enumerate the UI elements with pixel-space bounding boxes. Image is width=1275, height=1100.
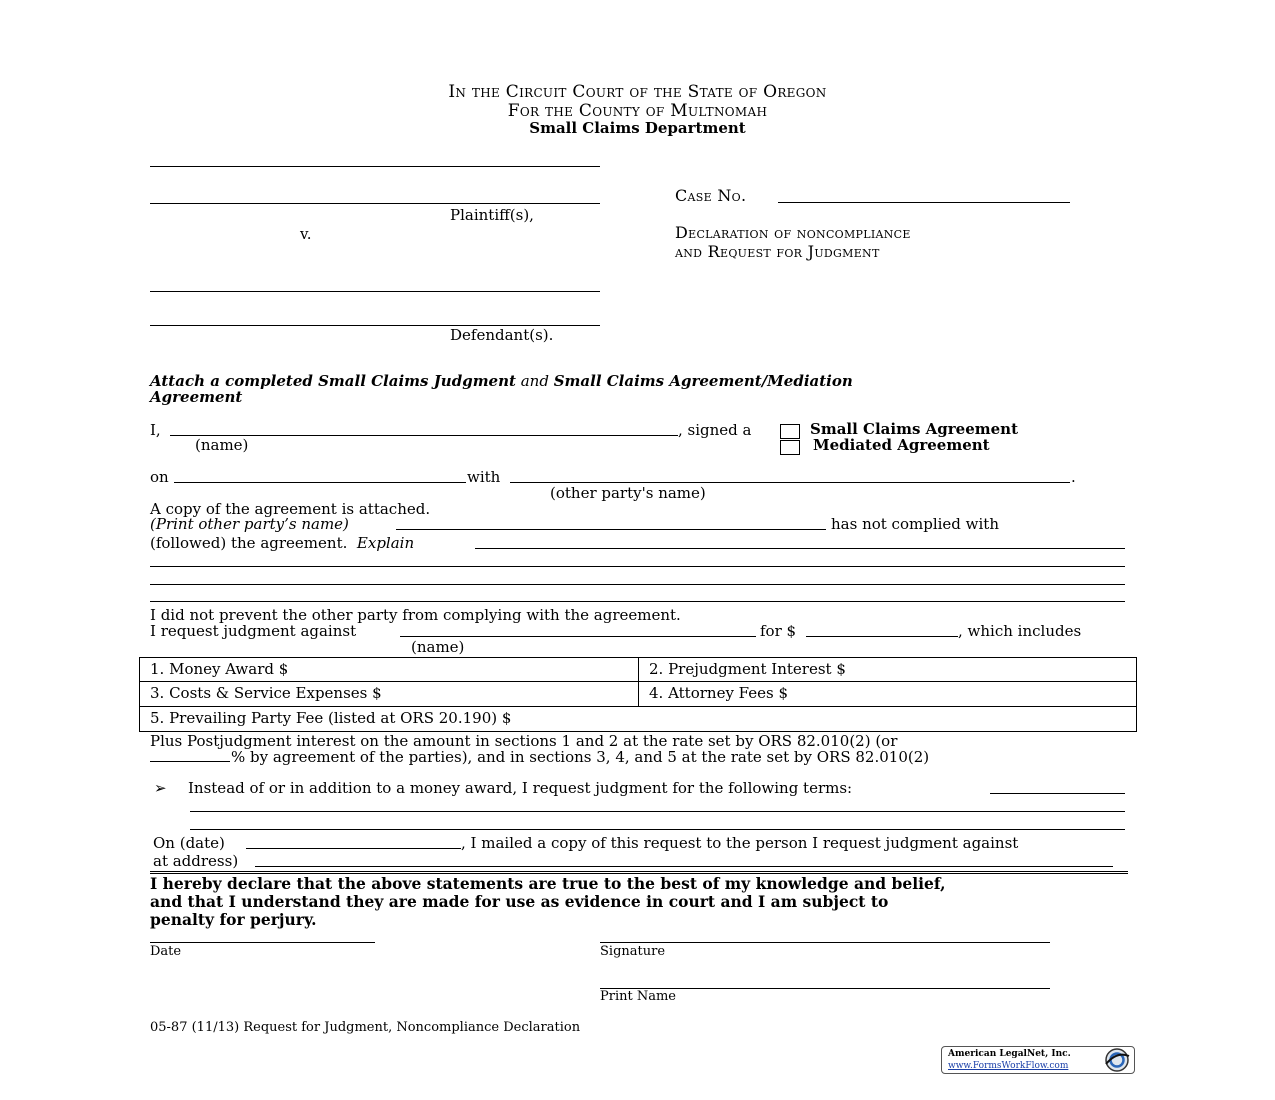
agreement-date-field[interactable]	[174, 482, 466, 483]
other-party-caption: (other party's name)	[550, 484, 706, 502]
not-complied-label: has not complied with	[831, 515, 999, 533]
agreed-rate-field[interactable]	[150, 761, 230, 762]
costs-label: 3. Costs & Service Expenses $	[150, 684, 382, 702]
logo-url: www.FormsWorkFlow.com	[948, 1061, 1069, 1071]
attach-instruction-line1	[150, 372, 853, 390]
globe-icon	[1102, 1047, 1132, 1073]
small-claims-agreement-checkbox[interactable]	[780, 424, 800, 439]
mediated-agreement-checkbox[interactable]	[780, 440, 800, 455]
case-no-label: Case No.	[675, 186, 747, 205]
money-award-label: 1. Money Award $	[150, 660, 289, 678]
print-other-party-label: (Print other party’s name)	[150, 515, 349, 533]
explain-line-2[interactable]	[150, 566, 1125, 567]
attach-part2: Small Claims Agreement/Mediation	[553, 372, 853, 390]
total-amount-field[interactable]	[806, 636, 958, 637]
judgment-against-field[interactable]	[400, 636, 756, 637]
on-label: on	[150, 468, 169, 486]
terms-line-3[interactable]	[190, 829, 1125, 830]
versus-label: v.	[300, 225, 312, 243]
form-title-line2: and Request for Judgment	[675, 242, 880, 261]
attach-instruction-line2: Agreement	[150, 388, 243, 406]
on-date-label: On (date)	[153, 834, 225, 852]
date-signature-field[interactable]	[150, 942, 375, 943]
which-includes-label: , which includes	[958, 622, 1082, 640]
plaintiff-line-2[interactable]	[150, 203, 600, 204]
arrow-bullet-icon: ➢	[154, 779, 167, 797]
prevailing-party-fee-label: 5. Prevailing Party Fee (listed at ORS 20.190) $	[150, 709, 512, 727]
request-name-caption: (name)	[411, 638, 465, 656]
explain-line-4[interactable]	[150, 601, 1125, 602]
defendants-label: Defendant(s).	[450, 326, 554, 344]
followed-text: (followed) the agreement.	[150, 534, 348, 552]
declaration-line2: and that I understand they are made for use as evidence in court and I am subject to	[150, 892, 889, 911]
terms-line-2[interactable]	[190, 811, 1125, 812]
noncomplying-party-field[interactable]	[396, 529, 826, 530]
costs-cell[interactable]	[139, 681, 639, 707]
at-address-label: at address)	[153, 852, 239, 870]
signature-field[interactable]	[600, 942, 1050, 943]
prejudgment-interest-label: 2. Prejudgment Interest $	[649, 660, 846, 678]
plaintiff-line-1[interactable]	[150, 166, 600, 167]
county-heading: For the County of Multnomah	[507, 101, 768, 121]
instead-text: Instead of or in addition to a money award, I request judgment for the following terms:	[188, 779, 853, 797]
small-claims-agreement-label: Small Claims Agreement	[810, 420, 1019, 438]
signature-label: Signature	[600, 944, 666, 959]
attorney-fees-label: 4. Attorney Fees $	[649, 684, 789, 702]
postjudgment-line2: % by agreement of the parties), and in sections 3, 4, and 5 at the rate set by ORS 82.010(2)	[231, 748, 930, 766]
name-caption: (name)	[195, 436, 249, 454]
date-label: Date	[150, 944, 182, 959]
attach-part1: Attach a completed Small Claims Judgment	[150, 372, 516, 390]
mediated-agreement-label: Mediated Agreement	[813, 436, 990, 454]
mailed-date-field[interactable]	[246, 848, 461, 849]
form-title-line1: Declaration of noncompliance	[675, 223, 911, 242]
prevailing-party-fee-cell[interactable]	[139, 706, 1137, 732]
attach-and: and	[515, 372, 554, 390]
i-label: I,	[150, 421, 161, 439]
money-award-cell[interactable]	[139, 657, 639, 682]
request-against-label: I request judgment against	[150, 622, 357, 640]
attorney-fees-cell[interactable]	[638, 681, 1137, 707]
signed-a-label: , signed a	[678, 421, 752, 439]
mailing-address-field[interactable]	[255, 866, 1113, 867]
plaintiffs-label: Plaintiff(s),	[450, 206, 534, 224]
court-heading: In the Circuit Court of the State of Oregon	[448, 82, 827, 102]
terms-line-1[interactable]	[990, 793, 1125, 794]
print-name-label: Print Name	[600, 989, 676, 1004]
logo-company: American LegalNet, Inc.	[948, 1049, 1071, 1059]
other-party-field[interactable]	[510, 482, 1070, 483]
american-legalnet-logo[interactable]	[941, 1046, 1135, 1074]
explain-line-1[interactable]	[475, 548, 1125, 549]
prejudgment-interest-cell[interactable]	[638, 657, 1137, 682]
copy-attached-text: A copy of the agreement is attached.	[150, 500, 431, 518]
explain-label: Explain	[356, 534, 415, 552]
explain-line-3[interactable]	[150, 584, 1125, 585]
did-not-prevent-text: I did not prevent the other party from complying with the agreement.	[150, 606, 681, 624]
defendant-line-1[interactable]	[150, 291, 600, 292]
mailed-text: , I mailed a copy of this request to the person I request judgment against	[461, 834, 1019, 852]
department-heading: Small Claims Department	[529, 119, 746, 137]
with-label: with	[467, 468, 501, 486]
followed-label	[150, 534, 414, 552]
form-id: 05-87 (11/13) Request for Judgment, Noncompliance Declaration	[150, 1020, 581, 1035]
declaration-line3: penalty for perjury.	[150, 910, 317, 929]
for-amount-label: for $	[760, 622, 797, 640]
declaration-line1: I hereby declare that the above statements are true to the best of my knowledge and belief,	[150, 874, 946, 893]
end-period: .	[1071, 468, 1076, 486]
case-no-field[interactable]	[778, 202, 1070, 203]
postjudgment-line1: Plus Postjudgment interest on the amount in sections 1 and 2 at the rate set by ORS 82.010(2) (or	[150, 732, 898, 750]
